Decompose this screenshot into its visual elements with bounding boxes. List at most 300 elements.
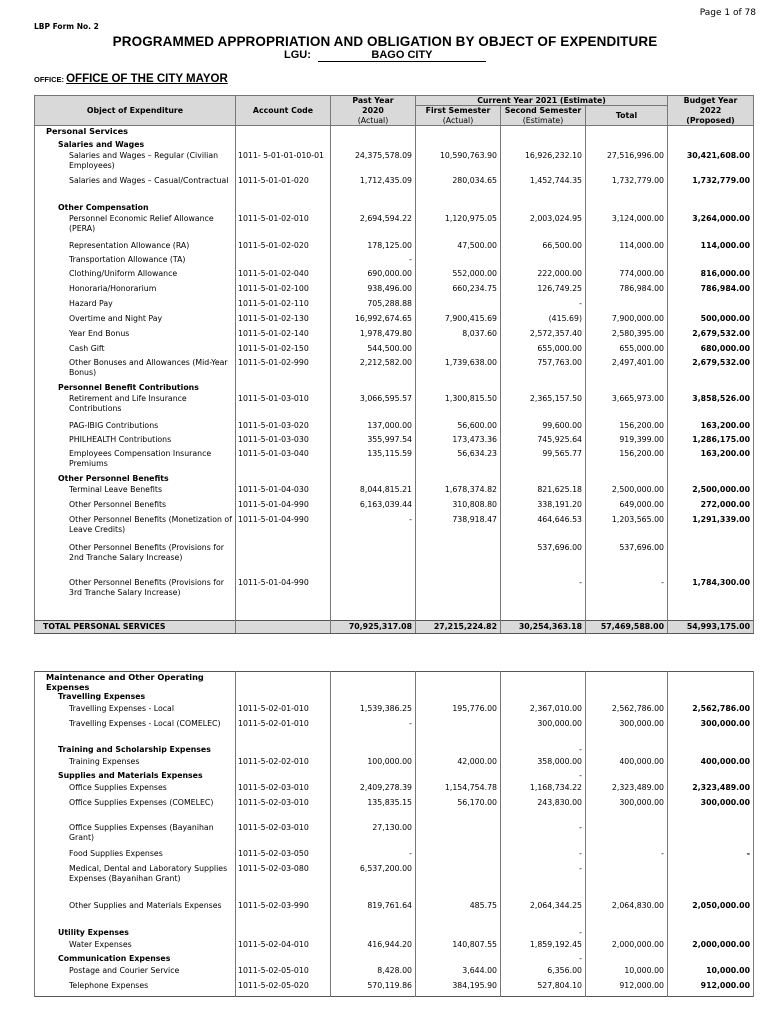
first-sem-value bbox=[416, 203, 501, 214]
account-code: 1011-5-02-01-010 bbox=[236, 719, 331, 745]
total-value: 7,900,000.00 bbox=[586, 314, 668, 329]
budget-year-value: 2,679,532.00 bbox=[668, 329, 754, 344]
budget-year-value bbox=[668, 383, 754, 394]
first-sem-value bbox=[416, 474, 501, 485]
budget-year-value bbox=[668, 474, 754, 485]
second-sem-value: - bbox=[501, 578, 586, 615]
past-year-value: 1,712,435.09 bbox=[331, 176, 416, 203]
past-year-value bbox=[331, 383, 416, 394]
budget-year-value: 1,286,175.00 bbox=[668, 435, 754, 449]
office-label: OFFICE: bbox=[34, 75, 64, 84]
expense-row bbox=[35, 255, 754, 269]
header-second-sem: Second Semester bbox=[501, 106, 586, 116]
expense-label: Personal Services bbox=[35, 126, 236, 140]
first-sem-value: 1,678,374.82 bbox=[416, 485, 501, 500]
first-sem-value: 173,473.36 bbox=[416, 435, 501, 449]
budget-year-value: 163,200.00 bbox=[668, 449, 754, 474]
second-sem-value: 300,000.00 bbox=[501, 719, 586, 745]
section-row bbox=[35, 126, 754, 140]
account-code: 1011-5-01-04-990 bbox=[236, 515, 331, 543]
second-sem-value: - bbox=[501, 745, 586, 757]
first-sem-value bbox=[416, 864, 501, 901]
past-year-value: 705,288.88 bbox=[331, 299, 416, 314]
total-personal-services-row bbox=[35, 621, 754, 634]
expense-label: Medical, Dental and Laboratory Supplies Expenses (Bayanihan Grant) bbox=[35, 864, 236, 901]
expense-label: Clothing/Uniform Allowance bbox=[35, 269, 236, 284]
expense-row bbox=[35, 798, 754, 823]
expense-label: PAG-IBIG Contributions bbox=[35, 421, 236, 435]
section-row bbox=[35, 672, 754, 693]
expense-label: Other Personnel Benefits bbox=[35, 474, 236, 485]
past-year-value: 938,496.00 bbox=[331, 284, 416, 299]
first-sem-value: 42,000.00 bbox=[416, 757, 501, 771]
budget-year-value: 3,264,000.00 bbox=[668, 214, 754, 241]
account-code: 1011-5-02-04-010 bbox=[236, 940, 331, 954]
expense-label: Office Supplies Expenses bbox=[35, 783, 236, 798]
expense-row bbox=[35, 176, 754, 203]
lgu-value: BAGO CITY bbox=[318, 49, 486, 62]
first-sem-value: 56,170.00 bbox=[416, 798, 501, 823]
first-sem-value: 7,900,415.69 bbox=[416, 314, 501, 329]
account-code: 1011-5-02-03-010 bbox=[236, 823, 331, 849]
past-year-value: 135,115.59 bbox=[331, 449, 416, 474]
account-code: 1011-5-01-02-010 bbox=[236, 214, 331, 241]
first-sem-value: 10,590,763.90 bbox=[416, 151, 501, 176]
expense-row bbox=[35, 421, 754, 435]
header-object: Object of Expenditure bbox=[35, 96, 236, 126]
total-value: 300,000.00 bbox=[586, 719, 668, 745]
expense-row bbox=[35, 578, 754, 615]
expense-row bbox=[35, 314, 754, 329]
total-first-sem: 27,215,224.82 bbox=[416, 621, 501, 634]
office-value: OFFICE OF THE CITY MAYOR bbox=[66, 73, 228, 85]
section-row bbox=[35, 745, 754, 757]
first-sem-value bbox=[416, 672, 501, 693]
second-sem-value: - bbox=[501, 928, 586, 940]
past-year-value: 1,539,386.25 bbox=[331, 704, 416, 719]
account-code: 1011-5-01-04-990 bbox=[236, 500, 331, 515]
expense-row bbox=[35, 485, 754, 500]
first-sem-value: 1,154,754.78 bbox=[416, 783, 501, 798]
total-value: 537,696.00 bbox=[586, 543, 668, 578]
total-value bbox=[586, 474, 668, 485]
total-value bbox=[586, 203, 668, 214]
past-year-value bbox=[331, 954, 416, 966]
expense-label: Employees Compensation Insurance Premiums bbox=[35, 449, 236, 474]
total-value: 655,000.00 bbox=[586, 344, 668, 358]
account-code: 1011-5-01-03-030 bbox=[236, 435, 331, 449]
expense-label: Honoraria/Honorarium bbox=[35, 284, 236, 299]
first-sem-value bbox=[416, 140, 501, 151]
total-value bbox=[586, 255, 668, 269]
account-code: 1011-5-01-03-040 bbox=[236, 449, 331, 474]
total-code bbox=[236, 621, 331, 634]
past-year-value: 2,694,594.22 bbox=[331, 214, 416, 241]
past-year-value: 1,978,479.80 bbox=[331, 329, 416, 344]
second-sem-value: 464,646.53 bbox=[501, 515, 586, 543]
account-code: 1011-5-01-04-990 bbox=[236, 578, 331, 615]
expense-label: Postage and Courier Service bbox=[35, 966, 236, 981]
expense-label: PHILHEALTH Contributions bbox=[35, 435, 236, 449]
total-label: TOTAL PERSONAL SERVICES bbox=[35, 621, 236, 634]
budget-year-value: 272,000.00 bbox=[668, 500, 754, 515]
past-year-value bbox=[331, 928, 416, 940]
mooe-body bbox=[35, 672, 754, 997]
header-past-year: Past Year bbox=[331, 96, 416, 106]
account-code: 1011-5-02-03-010 bbox=[236, 783, 331, 798]
past-year-value: 100,000.00 bbox=[331, 757, 416, 771]
header-first-sem: First Semester bbox=[416, 106, 501, 116]
total-value bbox=[586, 864, 668, 901]
expense-row bbox=[35, 299, 754, 314]
first-sem-value: 47,500.00 bbox=[416, 241, 501, 255]
account-code: 1011-5-01-02-020 bbox=[236, 241, 331, 255]
total-value bbox=[586, 954, 668, 966]
budget-year-value bbox=[668, 928, 754, 940]
budget-year-value: 163,200.00 bbox=[668, 421, 754, 435]
first-sem-value: 56,634.23 bbox=[416, 449, 501, 474]
first-sem-value: 1,739,638.00 bbox=[416, 358, 501, 383]
header-current-year: Current Year 2021 (Estimate) bbox=[416, 96, 668, 106]
budget-year-value bbox=[668, 203, 754, 214]
second-sem-value: 99,565.77 bbox=[501, 449, 586, 474]
total-value: 10,000.00 bbox=[586, 966, 668, 981]
section-row bbox=[35, 928, 754, 940]
second-sem-value bbox=[501, 126, 586, 140]
second-sem-value: 745,925.64 bbox=[501, 435, 586, 449]
budget-year-value: 2,500,000.00 bbox=[668, 485, 754, 500]
lgu-line bbox=[0, 49, 770, 62]
budget-year-value: 816,000.00 bbox=[668, 269, 754, 284]
past-year-value: 8,428.00 bbox=[331, 966, 416, 981]
account-code: 1011-5-01-02-100 bbox=[236, 284, 331, 299]
first-sem-value bbox=[416, 771, 501, 783]
budget-year-value bbox=[668, 126, 754, 140]
second-sem-value: 821,625.18 bbox=[501, 485, 586, 500]
account-code: 1011-5-01-02-110 bbox=[236, 299, 331, 314]
expense-label: Communication Expenses bbox=[35, 954, 236, 966]
account-code: 1011-5-02-02-010 bbox=[236, 757, 331, 771]
account-code: 1011-5-02-03-010 bbox=[236, 798, 331, 823]
total-value bbox=[586, 383, 668, 394]
expense-row bbox=[35, 435, 754, 449]
total-value: 2,323,489.00 bbox=[586, 783, 668, 798]
expense-label: Other Personnel Benefits bbox=[35, 500, 236, 515]
first-sem-value: 1,300,815.50 bbox=[416, 394, 501, 421]
second-sem-value: 6,356.00 bbox=[501, 966, 586, 981]
budget-year-value bbox=[668, 255, 754, 269]
second-sem-value: 243,830.00 bbox=[501, 798, 586, 823]
account-code: 1011-5-01-01-020 bbox=[236, 176, 331, 203]
total-value: 2,562,786.00 bbox=[586, 704, 668, 719]
budget-year-value: 1,732,779.00 bbox=[668, 176, 754, 203]
account-code: 1011- 5-01-01-010-01 bbox=[236, 151, 331, 176]
budget-year-value bbox=[668, 864, 754, 901]
past-year-value: 819,761.64 bbox=[331, 901, 416, 928]
second-sem-value: - bbox=[501, 823, 586, 849]
personal-services-body bbox=[35, 126, 754, 634]
account-code: 1011-5-01-02-130 bbox=[236, 314, 331, 329]
past-year-value: 570,119.86 bbox=[331, 981, 416, 996]
expense-label: Representation Allowance (RA) bbox=[35, 241, 236, 255]
expense-label: Food Supplies Expenses bbox=[35, 849, 236, 864]
expense-row bbox=[35, 329, 754, 344]
budget-year-value: 400,000.00 bbox=[668, 757, 754, 771]
expense-row bbox=[35, 449, 754, 474]
first-sem-value bbox=[416, 692, 501, 704]
total-value: 1,732,779.00 bbox=[586, 176, 668, 203]
total-value: 2,500,000.00 bbox=[586, 485, 668, 500]
past-year-value bbox=[331, 126, 416, 140]
expense-label: Terminal Leave Benefits bbox=[35, 485, 236, 500]
expense-label: Other Bonuses and Allowances (Mid-Year Bonus) bbox=[35, 358, 236, 383]
account-code bbox=[236, 692, 331, 704]
expense-label: Other Personnel Benefits (Monetization of Leave Credits) bbox=[35, 515, 236, 543]
expense-row bbox=[35, 500, 754, 515]
past-year-value bbox=[331, 771, 416, 783]
account-code bbox=[236, 140, 331, 151]
first-sem-value bbox=[416, 255, 501, 269]
section-row bbox=[35, 474, 754, 485]
first-sem-value bbox=[416, 849, 501, 864]
expense-label: Utility Expenses bbox=[35, 928, 236, 940]
second-sem-value bbox=[501, 140, 586, 151]
first-sem-value bbox=[416, 126, 501, 140]
account-code: 1011-5-02-03-080 bbox=[236, 864, 331, 901]
first-sem-value: 195,776.00 bbox=[416, 704, 501, 719]
total-value: 2,497,401.00 bbox=[586, 358, 668, 383]
expense-row bbox=[35, 344, 754, 358]
page-number: Page 1 of 78 bbox=[699, 8, 756, 18]
past-year-value bbox=[331, 203, 416, 214]
budget-year-value: - bbox=[668, 849, 754, 864]
expense-row bbox=[35, 241, 754, 255]
section-row bbox=[35, 140, 754, 151]
total-value bbox=[586, 692, 668, 704]
first-sem-value bbox=[416, 823, 501, 849]
total-value: - bbox=[586, 849, 668, 864]
second-sem-value: 126,749.25 bbox=[501, 284, 586, 299]
budget-year-value: 1,784,300.00 bbox=[668, 578, 754, 615]
personal-services-table bbox=[34, 95, 754, 634]
second-sem-value: - bbox=[501, 954, 586, 966]
total-value bbox=[586, 745, 668, 757]
expense-row bbox=[35, 757, 754, 771]
past-year-value bbox=[331, 745, 416, 757]
second-sem-value: 2,003,024.95 bbox=[501, 214, 586, 241]
total-value: - bbox=[586, 578, 668, 615]
first-sem-value: 485.75 bbox=[416, 901, 501, 928]
account-code: 1011-5-01-02-150 bbox=[236, 344, 331, 358]
expense-row bbox=[35, 214, 754, 241]
expense-row bbox=[35, 849, 754, 864]
total-value: 786,984.00 bbox=[586, 284, 668, 299]
first-sem-value: 384,195.90 bbox=[416, 981, 501, 996]
past-year-value: 16,992,674.65 bbox=[331, 314, 416, 329]
header-total: Total bbox=[586, 106, 668, 126]
past-year-value: 3,066,595.57 bbox=[331, 394, 416, 421]
first-sem-value: 1,120,975.05 bbox=[416, 214, 501, 241]
lgu-label: LGU: bbox=[284, 49, 311, 61]
past-year-value: - bbox=[331, 849, 416, 864]
budget-year-value bbox=[668, 692, 754, 704]
first-sem-value: 280,034.65 bbox=[416, 176, 501, 203]
account-code: 1011-5-01-03-020 bbox=[236, 421, 331, 435]
second-sem-value: 2,367,010.00 bbox=[501, 704, 586, 719]
first-sem-value bbox=[416, 928, 501, 940]
header-budget-year-sub: (Proposed) bbox=[668, 116, 754, 126]
budget-year-value bbox=[668, 543, 754, 578]
expense-label: Other Personnel Benefits (Provisions for 3rd Tranche Salary Increase) bbox=[35, 578, 236, 615]
total-value bbox=[586, 823, 668, 849]
expense-label: Salaries and Wages bbox=[35, 140, 236, 151]
budget-year-value bbox=[668, 299, 754, 314]
account-code bbox=[236, 771, 331, 783]
section-row bbox=[35, 954, 754, 966]
expense-label: Training and Scholarship Expenses bbox=[35, 745, 236, 757]
expense-row bbox=[35, 284, 754, 299]
second-sem-value: 358,000.00 bbox=[501, 757, 586, 771]
budget-year-value: 300,000.00 bbox=[668, 798, 754, 823]
account-code: 1011-5-02-05-020 bbox=[236, 981, 331, 996]
first-sem-value bbox=[416, 543, 501, 578]
expense-row bbox=[35, 823, 754, 849]
past-year-value: 27,130.00 bbox=[331, 823, 416, 849]
total-value bbox=[586, 928, 668, 940]
account-code: 1011-5-01-02-140 bbox=[236, 329, 331, 344]
second-sem-value: 757,763.00 bbox=[501, 358, 586, 383]
expense-label: Supplies and Materials Expenses bbox=[35, 771, 236, 783]
past-year-value bbox=[331, 474, 416, 485]
total-value: 156,200.00 bbox=[586, 449, 668, 474]
total-value: 300,000.00 bbox=[586, 798, 668, 823]
total-value bbox=[586, 771, 668, 783]
expense-label: Office Supplies Expenses (COMELEC) bbox=[35, 798, 236, 823]
budget-year-value bbox=[668, 823, 754, 849]
second-sem-value bbox=[501, 255, 586, 269]
expense-label: Overtime and Night Pay bbox=[35, 314, 236, 329]
expense-label: Other Supplies and Materials Expenses bbox=[35, 901, 236, 928]
first-sem-value: 552,000.00 bbox=[416, 269, 501, 284]
past-year-value: 6,163,039.44 bbox=[331, 500, 416, 515]
first-sem-value bbox=[416, 578, 501, 615]
expense-row bbox=[35, 358, 754, 383]
past-year-value: - bbox=[331, 515, 416, 543]
account-code bbox=[236, 672, 331, 693]
budget-year-value bbox=[668, 771, 754, 783]
budget-year-value: 680,000.00 bbox=[668, 344, 754, 358]
second-sem-value: - bbox=[501, 299, 586, 314]
second-sem-value: 66,500.00 bbox=[501, 241, 586, 255]
header-past-year-sub: (Actual) bbox=[331, 116, 416, 126]
total-second-sem: 30,254,363.18 bbox=[501, 621, 586, 634]
mooe-table bbox=[34, 671, 754, 997]
budget-year-value: 3,858,526.00 bbox=[668, 394, 754, 421]
second-sem-value: 1,452,744.35 bbox=[501, 176, 586, 203]
expense-row bbox=[35, 901, 754, 928]
expense-label: Maintenance and Other Operating Expenses bbox=[35, 672, 236, 693]
past-year-value: 690,000.00 bbox=[331, 269, 416, 284]
section-row bbox=[35, 383, 754, 394]
expense-label: Water Expenses bbox=[35, 940, 236, 954]
account-code: 1011-5-01-02-040 bbox=[236, 269, 331, 284]
second-sem-value: 655,000.00 bbox=[501, 344, 586, 358]
expense-label: Training Expenses bbox=[35, 757, 236, 771]
account-code bbox=[236, 383, 331, 394]
budget-year-value bbox=[668, 745, 754, 757]
expense-label: Other Personnel Benefits (Provisions for 2nd Tranche Salary Increase) bbox=[35, 543, 236, 578]
past-year-value: 2,212,582.00 bbox=[331, 358, 416, 383]
past-year-value: 2,409,278.39 bbox=[331, 783, 416, 798]
total-total: 57,469,588.00 bbox=[586, 621, 668, 634]
past-year-value bbox=[331, 672, 416, 693]
budget-year-value: 2,562,786.00 bbox=[668, 704, 754, 719]
expense-label: Cash Gift bbox=[35, 344, 236, 358]
second-sem-value bbox=[501, 692, 586, 704]
expense-row bbox=[35, 704, 754, 719]
expense-row bbox=[35, 940, 754, 954]
account-code: 1011-5-01-04-030 bbox=[236, 485, 331, 500]
second-sem-value: (415.69) bbox=[501, 314, 586, 329]
second-sem-value: 99,600.00 bbox=[501, 421, 586, 435]
total-value: 1,203,565.00 bbox=[586, 515, 668, 543]
account-code: 1011-5-02-03-990 bbox=[236, 901, 331, 928]
second-sem-value: 222,000.00 bbox=[501, 269, 586, 284]
first-sem-value bbox=[416, 344, 501, 358]
second-sem-value: 2,365,157.50 bbox=[501, 394, 586, 421]
total-value: 2,064,830.00 bbox=[586, 901, 668, 928]
expense-label: Salaries and Wages – Regular (Civilian Employees) bbox=[35, 151, 236, 176]
first-sem-value: 56,600.00 bbox=[416, 421, 501, 435]
second-sem-value: 527,804.10 bbox=[501, 981, 586, 996]
header-past-year-num: 2020 bbox=[331, 106, 416, 116]
total-value: 156,200.00 bbox=[586, 421, 668, 435]
expense-row bbox=[35, 719, 754, 745]
expense-row bbox=[35, 269, 754, 284]
header-budget-year-num: 2022 bbox=[668, 106, 754, 116]
budget-year-value: 2,050,000.00 bbox=[668, 901, 754, 928]
total-value bbox=[586, 672, 668, 693]
form-number: LBP Form No. 2 bbox=[34, 22, 99, 31]
past-year-value: 24,375,578.09 bbox=[331, 151, 416, 176]
expense-label: Hazard Pay bbox=[35, 299, 236, 314]
budget-year-value: 114,000.00 bbox=[668, 241, 754, 255]
page-title: PROGRAMMED APPROPRIATION AND OBLIGATION BY OBJECT OF EXPENDITURE bbox=[112, 34, 658, 49]
budget-year-value: 300,000.00 bbox=[668, 719, 754, 745]
second-sem-value bbox=[501, 383, 586, 394]
expense-row bbox=[35, 966, 754, 981]
account-code bbox=[236, 543, 331, 578]
past-year-value: - bbox=[331, 255, 416, 269]
budget-year-value bbox=[668, 954, 754, 966]
second-sem-value: 537,696.00 bbox=[501, 543, 586, 578]
second-sem-value: 16,926,232.10 bbox=[501, 151, 586, 176]
first-sem-value: 310,808.80 bbox=[416, 500, 501, 515]
first-sem-value: 3,644.00 bbox=[416, 966, 501, 981]
first-sem-value: 738,918.47 bbox=[416, 515, 501, 543]
second-sem-value: - bbox=[501, 864, 586, 901]
first-sem-value: 8,037.60 bbox=[416, 329, 501, 344]
section-row bbox=[35, 203, 754, 214]
second-sem-value bbox=[501, 474, 586, 485]
past-year-value bbox=[331, 692, 416, 704]
expense-row bbox=[35, 394, 754, 421]
past-year-value bbox=[331, 578, 416, 615]
account-code: 1011-5-02-05-010 bbox=[236, 966, 331, 981]
header-budget-year: Budget Year bbox=[668, 96, 754, 106]
second-sem-value: 1,168,734.22 bbox=[501, 783, 586, 798]
past-year-value: 544,500.00 bbox=[331, 344, 416, 358]
